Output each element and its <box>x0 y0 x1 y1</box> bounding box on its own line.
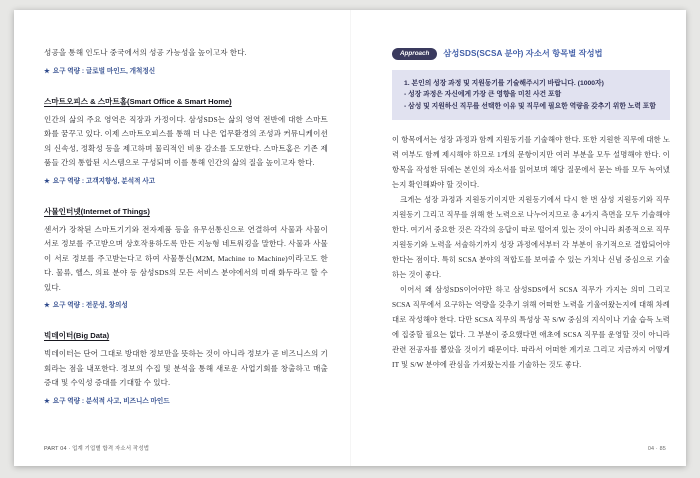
approach-badge: Approach <box>392 48 437 60</box>
section-iot <box>44 206 328 310</box>
star-icon: ★ <box>44 67 50 75</box>
right-page-footer: 04 · 85 <box>647 446 666 452</box>
requirement-text: 요구 역량 : 전문성, 창의성 <box>52 302 128 309</box>
left-page-footer: PART 04 · 업계 기업별 합격 자소서 작성법 <box>44 446 150 452</box>
star-icon: ★ <box>44 397 50 405</box>
requirement-line <box>44 299 328 309</box>
section-body: 센서가 장착된 스마트기기와 전자제품 등을 유무선통신으로 연결하여 사물과 사물이 서로 정보를 주고받으며 상호작용하도록 만든 지능형 네트워킹을 말한다. 사물과 사물이 서로 정보를 주고받는다고 하여 사물통신(M2M, Machine to Machine)이라고도 한다. 물류, 헬스, 의료 분야 등 삼성SDS의 모든 서비스 분야에서의 미래 화두라고 할 수 있다. <box>44 224 328 292</box>
approach-heading <box>392 48 670 60</box>
intro-requirement-line <box>44 65 328 75</box>
section-title: 사물인터넷(Internet of Things) <box>44 206 150 216</box>
requirement-line <box>44 395 328 405</box>
requirement-text: 요구 역량 : 글로벌 마인드, 개척정신 <box>52 67 156 75</box>
section-title: 빅데이터(Big Data) <box>44 331 110 340</box>
question-line: 1. 본인의 성장 과정 및 지원동기를 기술해주시기 바랍니다. (1000자) <box>404 79 604 87</box>
requirement-text: 요구 역량 : 고객지향성, 분석적 사고 <box>52 177 156 185</box>
requirement-line <box>44 175 328 185</box>
section-body: 빅데이터는 단어 그대로 방대한 정보만을 뜻하는 것이 아니라 정보가 곧 비즈니스의 기회라는 점을 내포한다. 정보의 수집 및 분석을 통해 새로운 사업기회를 창출하고 매출 증대 및 수익성 증대를 기대할 수 있다. <box>44 349 328 387</box>
section-title: 스마트오피스 & 스마트홈(Smart Office & Smart Home) <box>44 96 232 106</box>
right-page <box>350 10 686 466</box>
requirement-text: 요구 역량 : 분석적 사고, 비즈니스 마인드 <box>52 397 170 405</box>
star-icon: ★ <box>44 302 50 309</box>
body-paragraph: 이어서 왜 삼성SDS이어야만 하고 삼성SDS에서 SCSA 직무가 가지는 의미 그리고 SCSA 직무에서 요구하는 역량을 갖추기 위해 어떠한 노력을 기울여왔는지에 대해 차례대로 작성해야 한다. 다만 SCSA 직무의 특성상 꼭 S/W 중심의 지식이나 기술 습득 노력에 집중할 필요는 없다. 그 부분이 중요했다면 애초에 SCSA 직무를 운영할 것이 아니라 관련 전공자를 뽑았을 것이기 때문이다. 따라서 어떠한 계기로 그리고 지금까지 어떻게 IT 및 S/W 분야에 관심을 가져왔는지를 기술하는 것도 좋다. <box>392 285 670 369</box>
question-subline: - 삼성 및 지원하신 직무를 선택한 이유 및 직무에 필요한 역량을 갖추기 위한 노력 포함 <box>404 102 656 110</box>
star-icon: ★ <box>44 177 50 185</box>
book-spread <box>14 10 686 466</box>
body-paragraph: 이 항목에서는 성장 과정과 함께 지원동기를 기술해야 한다. 또한 지원한 직무에 대한 노력 여부도 함께 제시해야 하므로 1개의 문항이지만 여러 부분을 모두 설명해야 한다. 이 항목을 작성한 뒤에는 본인의 자소서를 읽어보며 해당 질문에서 묻는 바를 모두 녹여냈는지 확인해봐야 할 것이다. <box>392 135 670 189</box>
section-big-data <box>44 330 328 405</box>
question-box <box>392 70 670 121</box>
section-body: 인간의 삶의 주요 영역은 직장과 가정이다. 삼성SDS는 삶의 영역 전반에 대한 스마트화를 꿈꾸고 있다. 이제 스마트오피스를 통해 더 나은 업무환경의 조성과 커뮤니케이션의 신속성, 정확성 등을 제고하며 물리적인 비용 감소를 도모한다. 스마트홈은 기존 제품들 간의 통합된 시스템으로 구성되며 이를 통해 인간의 삶의 질을 높이고자 한다. <box>44 114 328 167</box>
body-paragraph: 크게는 성장 과정과 지원동기이지만 지원동기에서 다시 한 번 삼성 지원동기와 직무 지원동기 그리고 직무를 위해 한 노력으로 나누어지므로 총 4가지 측면을 모두 기술해야 한다. 여기서 중요한 것은 각각의 응답이 따로 떨어져 있는 것이 아니라 최종적으로 직무 지원동기와 노력을 서술하기까지 성장 과정에서부터 각 부분이 유기적으로 결합되어야 한다는 점이다. 특히 SCSA 분야의 적합도를 보여줄 수 있는 가치나 신념 중심으로 기술하는 것이 좋다. <box>392 195 670 279</box>
intro-paragraph: 성공을 통해 인도나 중국에서의 성공 가능성을 높이고자 한다. <box>44 48 247 57</box>
question-subline: - 성장 과정은 자신에게 가장 큰 영향을 미친 사건 포함 <box>404 91 562 98</box>
page-title: 삼성SDS(SCSA 분야) 자소서 항목별 작성법 <box>443 49 603 59</box>
left-page <box>14 10 350 466</box>
section-smart-office <box>44 96 328 185</box>
